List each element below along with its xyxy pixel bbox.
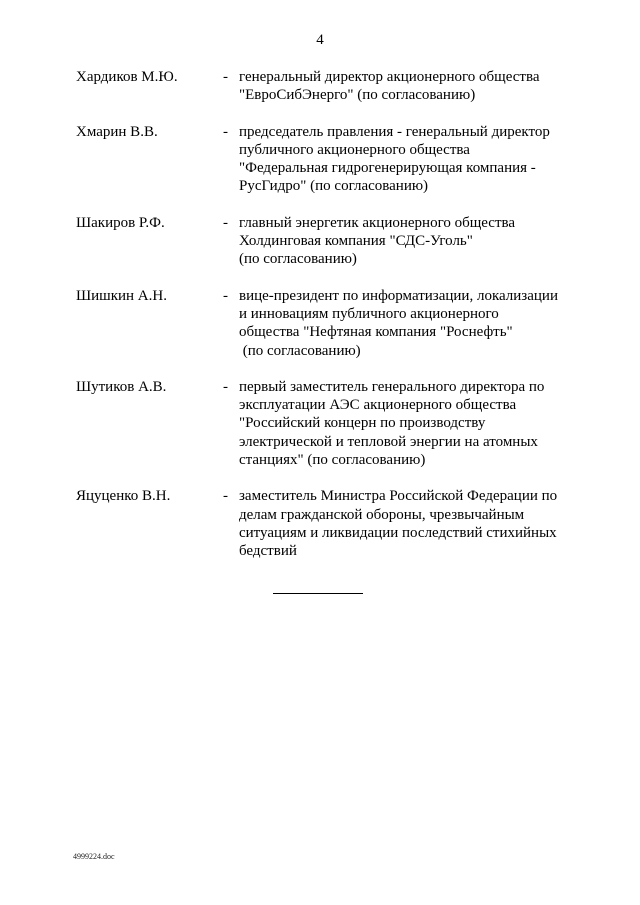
end-of-list-rule (273, 593, 363, 594)
position-line: ситуациям и ликвидации последствий стихийных (239, 524, 557, 541)
position-line: станциях" (по согласованию) (239, 452, 426, 469)
dash-separator: - (223, 214, 228, 231)
position-line: эксплуатации АЭС акционерного общества (239, 397, 517, 414)
dash-separator: - (223, 287, 228, 304)
document-file-id: 4999224.doc (73, 852, 115, 861)
list-item (0, 378, 640, 469)
position-line: генеральный директор акционерного общества (239, 69, 540, 85)
member-position (239, 123, 569, 196)
member-name: Шутиков А.В. (76, 378, 167, 395)
position-line: председатель правления - генеральный директор (239, 123, 550, 140)
member-name: Шишкин А.Н. (76, 287, 167, 304)
member-position (239, 68, 569, 105)
list-item (0, 123, 640, 196)
list-item (0, 68, 640, 105)
member-list (0, 68, 640, 579)
position-line: первый заместитель генерального директора по (239, 378, 545, 395)
position-line: (по согласованию) (239, 251, 357, 268)
member-position (239, 487, 569, 560)
position-line: электрической и тепловой энергии на атомных (239, 433, 538, 450)
position-line: заместитель Министра Российской Федерации по (239, 488, 558, 505)
position-line: общества "Нефтяная компания "Роснефть" (239, 324, 513, 341)
position-line: бедствий (239, 543, 297, 560)
position-line: публичного акционерного общества (239, 141, 470, 158)
page-number: 4 (316, 32, 324, 48)
position-line: вице-президент по информатизации, локализации (239, 287, 558, 304)
member-position (239, 214, 569, 269)
dash-separator: - (223, 123, 228, 140)
member-position (239, 378, 569, 469)
dash-separator: - (223, 69, 228, 85)
position-line: "ЕвроСибЭнерго" (по согласованию) (239, 87, 476, 104)
position-line: главный энергетик акционерного общества (239, 214, 516, 231)
list-item (0, 214, 640, 269)
dash-separator: - (223, 378, 228, 395)
position-line: делам гражданской обороны, чрезвычайным (239, 506, 525, 523)
position-line: Холдинговая компания "СДС-Уголь" (239, 233, 473, 250)
position-line: и инновациям публичного акционерного (239, 305, 499, 322)
member-position (239, 287, 569, 360)
dash-separator: - (223, 488, 228, 505)
member-name: Яцуценко В.Н. (76, 488, 171, 505)
position-line: "Российский концерн по производству (239, 415, 486, 432)
member-name: Хардиков М.Ю. (76, 69, 178, 85)
member-name: Шакиров Р.Ф. (76, 214, 165, 231)
list-item (0, 487, 640, 560)
member-name: Хмарин В.В. (76, 123, 158, 140)
list-item (0, 287, 640, 360)
position-line: РусГидро" (по согласованию) (239, 178, 429, 195)
position-line: "Федеральная гидрогенерирующая компания - (239, 160, 536, 177)
position-line: (по согласованию) (239, 342, 361, 359)
